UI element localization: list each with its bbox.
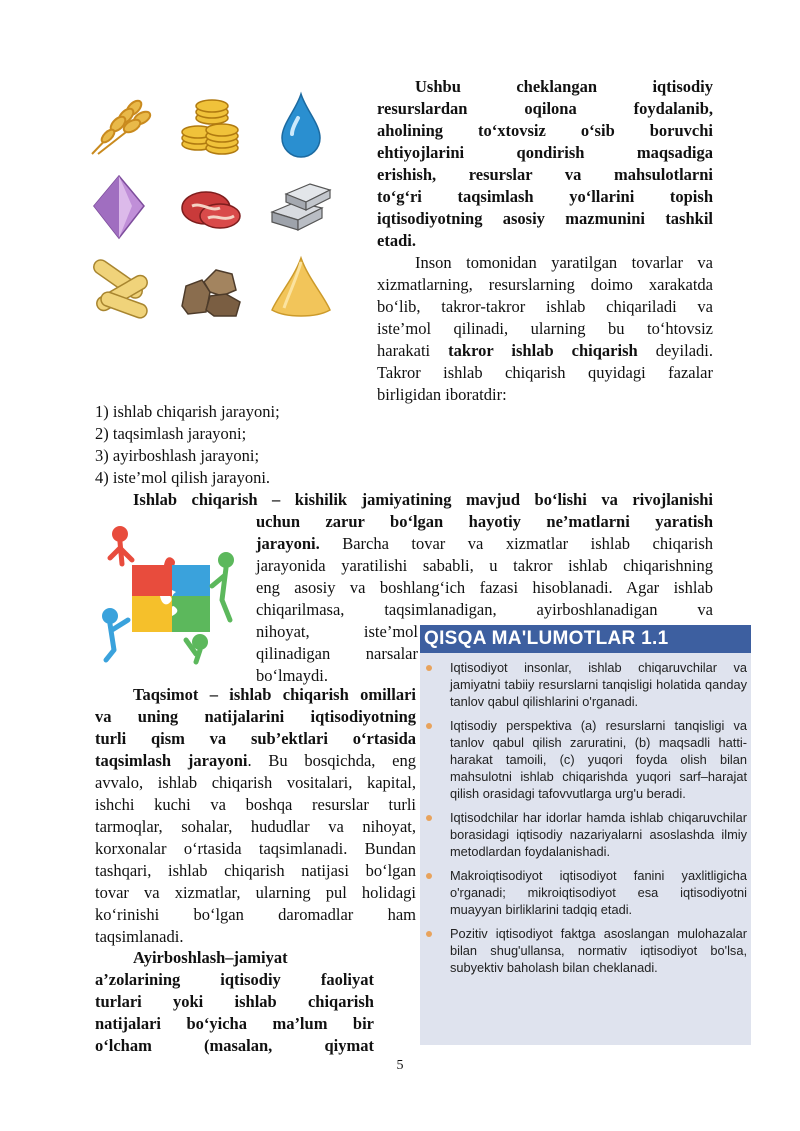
wood-logs-icon [84, 252, 154, 322]
water-drop-icon [266, 90, 336, 160]
text-line [377, 340, 713, 362]
infobox-item [424, 659, 747, 710]
text-line: bo‘lib, takror-takror ishlab chiqariladi va [377, 297, 713, 316]
text-line: chiqarilmasa, taqsimlanadigan, ayirboshlanadigan va [256, 600, 713, 619]
text-span: harakati [377, 341, 449, 360]
list-item: 3) ayirboshlash jarayoni; [95, 446, 260, 465]
text-span: . Bu bosqichda, eng [247, 751, 416, 770]
text-line: ko‘rinishi bo‘lgan daromadlar ham [95, 905, 416, 924]
text-line: jarayonida yaratilishi sababli, u takror ishlab chiqarishning [256, 556, 713, 575]
production-paragraph-end [256, 621, 418, 687]
intro-paragraph [377, 76, 713, 252]
infobox-item [424, 925, 747, 976]
text-line: o‘lcham (masalan, qiymat [95, 1036, 374, 1055]
intro-line: erishish, resurslar va mahsulotlarni [377, 165, 713, 184]
infobox-item-text: Iqtisodiyot insonlar, ishlab chiqaruvchilar va jamiyatni tabiiy resurslarni tanqisligi holatida qanday tanlov qabul qilishlarini o'rganadi. [450, 660, 747, 709]
reproduction-paragraph [377, 252, 713, 406]
text-line: iste’mol qilinadi, ularning bu to‘htovsiz [377, 319, 713, 338]
intro-line: aholining to‘xtovsiz o‘sib boruvchi [377, 121, 713, 140]
text-line: avvalo, ishlab chiqarish vositalari, kapital, [95, 773, 416, 792]
text-line: ishchi kuchi va boshqa resurslar turli [95, 795, 416, 814]
infobox-item-text: Makroiqtisodiyot iqtisodiyot fanini yaxlitligicha o'rganadi; mikroiqtisodiyot esa iqtisodiyotni muayyan birliklarini tadqiq etadi. [450, 868, 747, 917]
infobox-item-text: Iqtisodiy perspektiva (a) resurslarni tanqisligi va tanlov qabul qilish zaruratini, (b) maqsadli hatti-harakat tamoili, (c) yuqori foyda olish bilan mahsulotni ishlab chiqarishda yuqori sarf–harajat qilish orasidagi tafovvutlarga urg'u beradi. [450, 718, 747, 801]
list-item: 2) taqsimlash jarayoni; [95, 424, 247, 443]
text-line [256, 533, 713, 555]
list-item: 4) iste’mol qilish jarayoni. [95, 468, 271, 487]
meat-icon [176, 172, 246, 242]
bullet-dot-icon [426, 723, 432, 729]
text-line: natijalari bo‘yicha ma’lum bir [95, 1014, 374, 1033]
production-heading [95, 489, 713, 511]
stones-icon [176, 252, 246, 322]
intro-line: ehtiyojlarini qondirish maqsadiga [377, 143, 713, 162]
infobox-item-text: Iqtisodchilar har idorlar hamda ishlab chiqaruvchilar borasidagi iqtisodiy nazariyalarni asoslashda ilmiy metodlardan foydalanishadi. [450, 810, 747, 859]
text-line: korxonalar o‘rtasida taqsimlanadi. Bundan [95, 839, 416, 858]
distribution-paragraph [95, 684, 416, 948]
text-line: birligidan iboratdir: [377, 385, 507, 404]
text-line: turlari yoki ishlab chiqarish [95, 992, 374, 1011]
infobox-item [424, 867, 747, 918]
page-number: 5 [396, 1058, 404, 1073]
resource-icons-grid [80, 88, 355, 324]
infobox-body [420, 653, 751, 976]
sand-pile-icon [266, 252, 336, 322]
text-line: turli qism va sub’ektlari o‘rtasida [95, 729, 416, 748]
text-line: a’zolarining iqtisodiy faoliyat [95, 970, 374, 989]
list-item: 1) ishlab chiqarish jarayoni; [95, 402, 280, 421]
text-line: tarmoqlar, sohalar, hududlar va nihoyat, [95, 817, 416, 836]
infobox-item [424, 717, 747, 802]
text-span: jarayoni. [256, 534, 320, 553]
term-takror-ishlab-chiqarish: takror ishlab chiqarish [448, 341, 638, 360]
intro-line: iqtisodiyotning asosiy mazmunini tashkil [377, 209, 713, 228]
text-span: taqsimlash jarayoni [95, 751, 248, 770]
production-paragraph [256, 511, 713, 621]
text-line: bo‘lmaydi. [256, 666, 328, 685]
text-line: xizmatlarning, resurslarning doimo xarakatda [377, 275, 713, 294]
bullet-dot-icon [426, 815, 432, 821]
text-line: va uning natijalarini iqtisodiyotning [95, 707, 416, 726]
bullet-dot-icon [426, 931, 432, 937]
text-line: tovar va xizmatlar, ularning pul holidagi [95, 883, 416, 902]
text-span: deyiladi. [637, 341, 713, 360]
intro-line: Ushbu cheklangan iqtisodiy [415, 77, 713, 96]
intro-line: resurslardan oqilona foydalanib, [377, 99, 713, 118]
phases-list [95, 401, 395, 489]
exchange-paragraph [95, 947, 374, 1057]
gold-coins-icon [176, 92, 246, 162]
text-span: Barcha tovar va xizmatlar ishlab chiqarish [319, 534, 713, 553]
text-line: nihoyat, iste’mol [256, 622, 418, 641]
text-line: Inson tomonidan yaratilgan tovarlar va [415, 253, 713, 272]
text-line: Ayirboshlash–jamiyat [133, 948, 288, 967]
text-line: qilinadigan narsalar [256, 644, 418, 663]
infobox-item [424, 809, 747, 860]
bullet-dot-icon [426, 665, 432, 671]
text-line: uchun zarur bo‘lgan hayotiy ne’matlarni yaratish [256, 512, 713, 531]
infobox-title: QISQA MA'LUMOTLAR 1.1 [420, 625, 751, 653]
intro-line: etadi. [377, 231, 416, 250]
summary-infobox [420, 625, 751, 1045]
infobox-item-text: Pozitiv iqtisodiyot faktga asoslangan mulohazalar bilan shug'ullansa, normativ iqtisodiyot bo'lsa, subyektiv baholash bilan cheklanadi. [450, 926, 747, 975]
text-line: eng asosiy va boshlang‘ich fazasi hisoblanadi. Agar ishlab [256, 578, 713, 597]
metal-ingots-icon [266, 172, 336, 242]
puzzle-teamwork-illustration [92, 520, 242, 665]
text-line: Ishlab chiqarish – kishilik jamiyatining mavjud bo‘lishi va rivojlanishi [133, 490, 713, 509]
text-line: taqsimlanadi. [95, 927, 184, 946]
bullet-dot-icon [426, 873, 432, 879]
text-line: tashqari, ishlab chiqarish natijasi bo‘lgan [95, 861, 416, 880]
wheat-icon [84, 92, 154, 162]
text-line [95, 750, 416, 772]
crystal-icon [84, 172, 154, 242]
text-line: Takror ishlab chiqarish quyidagi fazalar [377, 363, 713, 382]
intro-line: to‘g‘ri taqsimlash yo‘llarini topish [377, 187, 713, 206]
text-line: Taqsimot – ishlab chiqarish omillari [133, 685, 416, 704]
